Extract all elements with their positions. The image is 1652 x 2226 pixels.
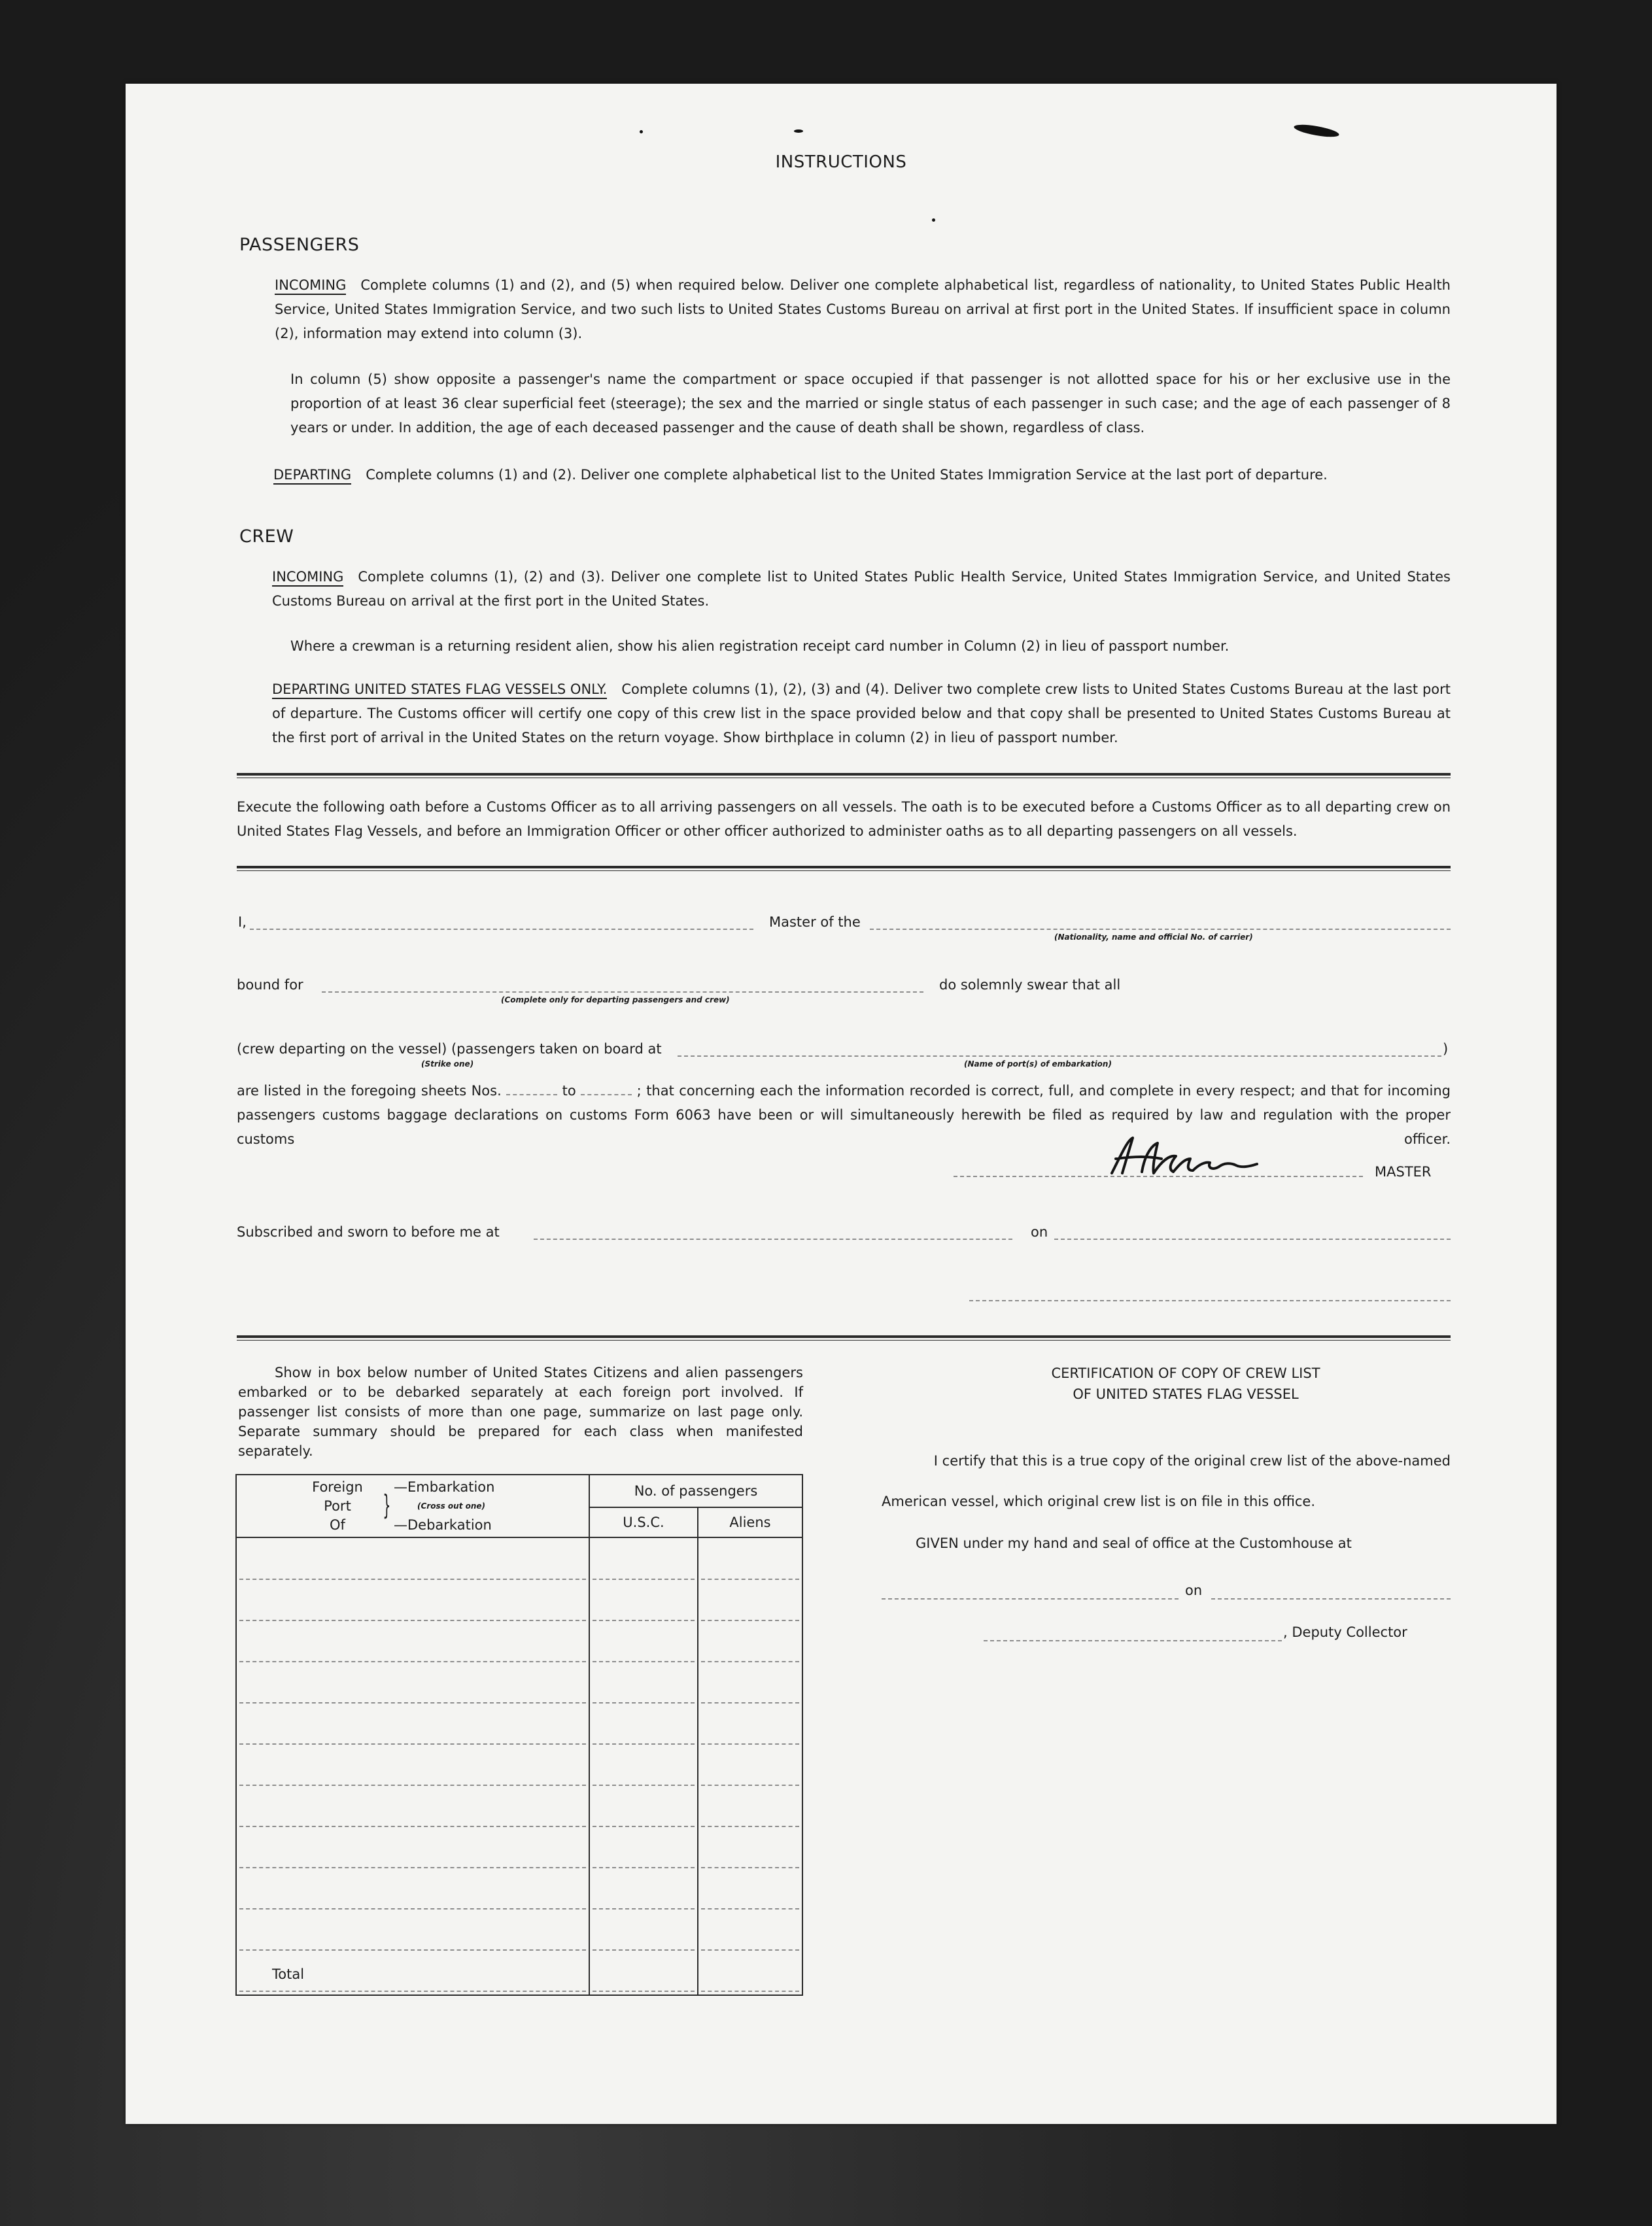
summary-row-rule: [701, 1620, 799, 1621]
page-title: INSTRUCTIONS: [775, 152, 907, 172]
summary-row-rule: [239, 1661, 586, 1662]
crew-incoming-label: INCOMING: [272, 568, 343, 587]
passengers-departing-label: DEPARTING: [273, 466, 351, 485]
summary-row-rule: [701, 1991, 799, 1992]
crew-or-passengers-text: (crew departing on the vessel) (passengers taken on board at: [237, 1041, 662, 1057]
customhouse-field[interactable]: [882, 1598, 1179, 1600]
summary-row-rule: [239, 1743, 586, 1745]
crew-departing-label: DEPARTING UNITED STATES FLAG VESSELS ONLY.: [272, 681, 607, 699]
close-paren: ): [1443, 1041, 1449, 1057]
passengers-incoming-text: Complete columns (1) and (2), and (5) when required below. Deliver one complete alphabetical list, regardless of nationality, to United States Public Health Service, United States Immigration Service, and two such lists to United States Customs Bureau on arrival at first port in the United States. If insufficient space in column (2), information may extend into column (3).: [275, 277, 1451, 341]
summary-row-rule: [239, 1620, 586, 1621]
summary-row-rule: [701, 1702, 799, 1704]
bound-for-field[interactable]: [322, 991, 923, 993]
crew-resident-paragraph: Where a crewman is a returning resident alien, show his alien registration receipt card number in Column (2) in lieu of passport number.: [290, 638, 1230, 654]
summary-row-rule: [593, 1702, 695, 1704]
subscribed-label: Subscribed and sworn to before me at: [237, 1224, 500, 1240]
crew-incoming-text: Complete columns (1), (2) and (3). Deliver one complete list to United States Public Health Service, United States Immigration Service, and United States Customs Bureau on arrival at the first port in the United States.: [272, 569, 1451, 609]
certification-date-field[interactable]: [1211, 1598, 1451, 1600]
certification-on-label: on: [1185, 1583, 1203, 1598]
summary-row-rule: [593, 1743, 695, 1745]
master-of-label: Master of the: [769, 914, 861, 930]
sworn-place-field[interactable]: [534, 1239, 1012, 1240]
passengers-column5-paragraph: In column (5) show opposite a passenger's name the compartment or space occupied if that passenger is not allotted space for his or her exclusive use in the proportion of at least 36 clear superficial feet (steerage); the sex and the married or single status of each passenger in such case; and the age of each passenger of 8 years or under. In addition, the age of each deceased passenger and the cause of death shall be shown, regardless of class.: [290, 371, 1451, 436]
master-signature: [1103, 1133, 1279, 1180]
foreign-label: Foreign: [312, 1479, 363, 1495]
cross-out-note: (Cross out one): [417, 1501, 486, 1511]
oath-i-label: I,: [238, 914, 247, 930]
summary-row-rule: [701, 1579, 799, 1580]
passengers-departing-paragraph: [273, 463, 1451, 487]
summary-row-rule: [701, 1867, 799, 1868]
summary-row-rule: [593, 1826, 695, 1827]
certify-text-line2: American vessel, which original crew list is on file in this office.: [882, 1494, 1316, 1509]
summary-row-rule: [239, 1991, 586, 1992]
sheet-from-field[interactable]: [506, 1085, 557, 1095]
summary-row-rule: [593, 1579, 695, 1580]
total-label: Total: [272, 1966, 305, 1982]
aliens-header: Aliens: [698, 1507, 802, 1537]
given-text: GIVEN under my hand and seal of office at the Customhouse at: [916, 1535, 1352, 1551]
summary-row-rule: [593, 1620, 695, 1621]
sworn-date-field[interactable]: [1054, 1239, 1451, 1240]
summary-row-rule: [239, 1579, 586, 1580]
brace-icon: }: [383, 1489, 391, 1521]
master-name-field[interactable]: [250, 929, 753, 930]
bound-note: (Complete only for departing passengers and crew): [501, 995, 730, 1004]
usc-column-cells[interactable]: [589, 1537, 698, 1995]
port-note: (Name of port(s) of embarkation): [964, 1059, 1112, 1069]
section-divider: [237, 866, 1451, 871]
certification-title: [921, 1363, 1451, 1405]
section-divider: [237, 773, 1451, 778]
port-label: Port: [324, 1498, 351, 1514]
summary-row-rule: [239, 1826, 586, 1827]
swear-text: do solemnly swear that all: [939, 977, 1121, 993]
port-column-cells[interactable]: [236, 1537, 589, 1995]
aliens-column-cells[interactable]: [698, 1537, 802, 1995]
scan-speck: [932, 218, 935, 222]
debarkation-option[interactable]: —Debarkation: [394, 1517, 492, 1533]
summary-row-rule: [701, 1949, 799, 1951]
embarkation-option[interactable]: —Embarkation: [394, 1479, 495, 1495]
crew-departing-text: Complete columns (1), (2), (3) and (4). Deliver two complete crew lists to United States Customs Bureau at the last port of departure. The Customs officer will certify one copy of this crew list in the space provided below and that copy shall be presented to United States Customs Bureau at the first port of arrival in the United States on the return voyage. Show birthplace in column (2) in lieu of passport number.: [272, 681, 1451, 745]
usc-header: U.S.C.: [589, 1507, 698, 1537]
listed-suffix: ; that concerning each the information recorded is correct, full, and complete in every respect; and that for incoming passengers customs baggage declarations on customs Form 6063 have been or will simultaneously herewith be filed as required by law and regulation with the proper customs officer.: [237, 1083, 1451, 1147]
summary-row-rule: [239, 1785, 586, 1786]
deputy-collector-label: , Deputy Collector: [1283, 1624, 1407, 1640]
scan-speck: [794, 129, 803, 133]
summary-row-rule: [239, 1867, 586, 1868]
oath-instruction-paragraph: Execute the following oath before a Customs Officer as to all arriving passengers on all vessels. The oath is to be executed before a Customs Officer as to all departing crew on United States Flag Vessels, and before an Immigration Officer or other officer authorized to administer oaths as to all departing passengers on all vessels.: [237, 799, 1451, 839]
summary-row-rule: [239, 1702, 586, 1704]
summary-row-rule: [593, 1867, 695, 1868]
passengers-incoming-paragraph: [275, 273, 1451, 346]
port-embarkation-field[interactable]: [678, 1055, 1441, 1057]
scan-speck: [640, 130, 643, 133]
crew-departing-paragraph: [272, 677, 1451, 750]
summary-row-rule: [701, 1785, 799, 1786]
certification-title-line2: OF UNITED STATES FLAG VESSEL: [1073, 1386, 1299, 1402]
crew-incoming-paragraph: [272, 565, 1451, 613]
nationality-note: (Nationality, name and official No. of carrier): [1054, 933, 1253, 942]
summary-row-rule: [239, 1908, 586, 1909]
section-divider: [237, 1335, 1451, 1341]
summary-row-rule: [701, 1743, 799, 1745]
no-of-passengers-header: No. of passengers: [589, 1475, 802, 1507]
listed-prefix: are listed in the foregoing sheets Nos.: [237, 1083, 502, 1099]
to-label: to: [562, 1083, 576, 1099]
carrier-field[interactable]: [870, 929, 1451, 930]
summary-row-rule: [593, 1785, 695, 1786]
passenger-summary-table: [235, 1474, 803, 1996]
certify-text-line1: I certify that this is a true copy of the original crew list of the above-named: [933, 1453, 1451, 1469]
scan-speck: [1293, 122, 1339, 139]
deputy-signature-field[interactable]: [984, 1640, 1282, 1641]
summary-row-rule: [593, 1661, 695, 1662]
sheet-to-field[interactable]: [581, 1085, 632, 1095]
summary-row-rule: [701, 1826, 799, 1827]
certification-title-line1: CERTIFICATION OF COPY OF CREW LIST: [1051, 1365, 1320, 1381]
summary-instruction: Show in box below number of United States Citizens and alien passengers embarked or to be debarked separately at each foreign port involved. If passenger list consists of more than one page, summarize on last page only. Separate summary should be prepared for each class when manifested separately.: [238, 1365, 803, 1459]
summary-row-rule: [593, 1991, 695, 1992]
passengers-incoming-label: INCOMING: [275, 277, 346, 295]
crew-heading: CREW: [239, 526, 294, 547]
summary-row-rule: [701, 1908, 799, 1909]
of-label: Of: [330, 1517, 345, 1533]
passengers-heading: PASSENGERS: [239, 235, 360, 255]
sworn-on-label: on: [1031, 1224, 1048, 1240]
summary-row-rule: [593, 1908, 695, 1909]
master-label: MASTER: [1375, 1164, 1432, 1180]
form-sheet: [126, 84, 1557, 2124]
summary-row-rule: [701, 1661, 799, 1662]
summary-row-rule: [593, 1949, 695, 1951]
summary-row-rule: [239, 1949, 586, 1951]
strike-one-note: (Strike one): [421, 1059, 474, 1069]
passengers-departing-text: Complete columns (1) and (2). Deliver one complete alphabetical list to the United States Immigration Service at the last port of departure.: [366, 467, 1328, 483]
bound-for-label: bound for: [237, 977, 303, 993]
officer-signature-line[interactable]: [969, 1300, 1451, 1301]
foreign-port-header: [236, 1475, 589, 1537]
